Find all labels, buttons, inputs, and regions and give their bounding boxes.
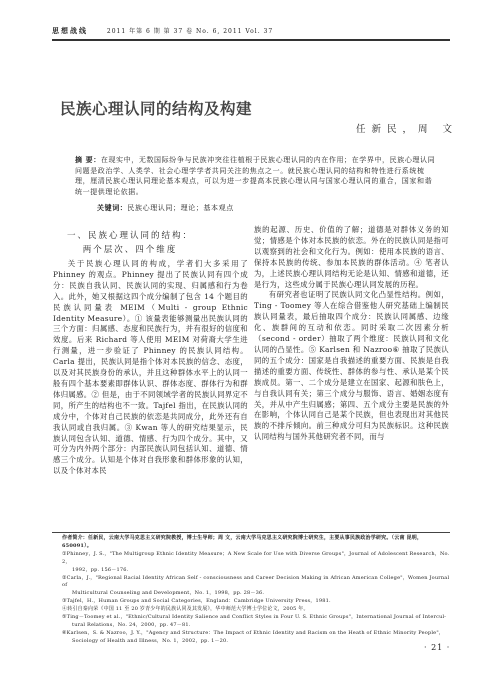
footnotes (62, 535, 450, 646)
footnote-item: ⑤Ting－Toomey et al.，"Ethnic/Cultural Identity Salience and Conflict Styles in Four U. S. Ethnic Groups"，International Journal of Intercul- (62, 614, 447, 621)
header-rule (52, 39, 450, 41)
body-column-right (254, 225, 449, 443)
keywords (97, 203, 437, 213)
footnote-item: ③Tajfel，H.，Human Groups and Social Categories，England：Cambridge University Press，1981. (62, 598, 331, 605)
page-number: · 21 · (424, 643, 451, 652)
body-paragraph: 族的起源、历史、价值的了解；道德是对群体义务的知觉；情感是个体对本民族的依恋。外在的民族认同是指可以观察到的社会和文化行为。例如：使用本民族的语言、保持本民族的传统、参加本民族的群体活动。④ 笔者认为，上述民族心理认同结构无论是认知、情感和道德，还是行为，这些成分属于民族心理认同发展的历程。 (254, 225, 449, 289)
article-authors: 任新民，周 文 (356, 124, 459, 135)
section-heading-line-1: 一、民族心理认同的结构： (66, 231, 193, 241)
footnote-item-continuation: Multicultural Counseling and Development，No. 1，1998，pp. 28－36. (72, 590, 265, 597)
abstract-label: 摘 要： (75, 155, 101, 164)
abstract-text: 在现实中，无数国际纷争与民族冲突往往植根于民族心理认同的内在作用；在学界中，民族心理认同问题是政治学、人类学、社会心理学学者共同关注的焦点之一。就民族心理认同的结构和特性进行系统梳理，厘清民族心理认同理论基本观点，可以为进一步提高本民族心理认同与国家心理认同的重合，国家和谐统一提供理论依据。 (75, 156, 436, 196)
abstract (75, 155, 437, 197)
article-title: 民族心理认同的结构及构建 (60, 99, 253, 118)
section-heading-line-2: 两个层次、四个维度 (82, 245, 178, 255)
body-column-left (53, 259, 248, 477)
author-note: 作者简介：任新民，云南大学马克思主义研究院教授，博士生导师；周 文，云南大学马克思主义研究院博士研究生，主要从事民族政治学研究。（云南 昆明，650091）。 (62, 535, 423, 549)
footnote-item: ①Phinney，J. S.，"The Multigroup Ethnic Identity Measure；A New Scale for Use with Diverse Groups"，Journal of Adolescent Research，No. 2， (62, 550, 450, 565)
footnote-rule (52, 532, 450, 533)
journal-series-name: 思想战线 (52, 26, 88, 35)
running-head (52, 26, 273, 36)
keywords-label: 关键词： (97, 203, 128, 212)
footnote-item: ⑥Karlsen，S. & Nazroo，J. Y.，"Agency and Structure：The Impact of Ethnic Identity and Racism on the Heath of Ethnic Minority People"， (62, 629, 445, 636)
body-paragraph: 关于民族心理认同的构成，学者们大多采用了 Phinney 的观点。Phinney 提出了民族认同有四个成分：民族自我认同、民族认同的实现、归属感和行为卷入。此外，她又根据这四个成分编制了包含 14 个题目的民族认同量表 MEIM（Multi - group Ethnic Identity Measure）。① 该量表能够测量出民族认同的三个方面：归属感、态度和民族行为，并有很好的信度和效度。后来 Richard 等人使用 MEIM 对荷裔大学生进行测量，进一步验证了 Phinney 的民族认同结构。Carla 提出，民族认同是指个体对本民族的信念、态度，以及对其民族身份的承认，并且这种群体水平上的认同一般有四个基本要素即群体认识、群体态度、群体行为和群体归属感。② 但是，由于不同领域学者的民族认同界定不同，所产生的结构也不一致。Tajfel 指出，在民族认同的成分中，个体对自己民族的依恋是共同成分，此外还有自我认同或自我归属。③ Kwan 等人的研究结果显示，民族认同包含认知、道德、情感、行为四个成分。其中，又可分为内外两个部分：内部民族认同包括认知、道德、情感三个成分。认知是个体对自我形象和群体形象的认知，以及个体对本民 (53, 259, 248, 476)
section-heading (50, 229, 210, 257)
journal-issue-info: 2011 年第 6 期 第 37 卷 No. 6, 2011 Vol. 37 (106, 28, 274, 35)
footnote-item-continuation: tural Relations，No. 24，2000，pp. 47－81. (72, 621, 191, 628)
footnote-item-continuation: 1992，pp. 156－176. (72, 566, 129, 573)
footnote-item: ④转引自秦向荣《中国 11 至 20 岁青少年的民族认同及其发展》，华中师范大学博士学位论文，2005 年。 (62, 606, 309, 613)
body-paragraph: 有研究者也证明了民族认同文化凸显性结构。例如，Ting - Toomey 等人在综合借鉴他人研究基础上编制民族认同量表，最后抽取四个成分：民族认同属感、边缘化、族群间的互动和依恋。同时采取二次因素分析（second - order）抽取了两个维度：民族认同和文化认同的凸显性。⑤ Karlsen 和 Nazroo⑥ 抽取了民族认同的五个成分：国家是自我描述的重要方面、民族是自我描述的重要方面、传统性、群体的参与性、承认是某个民族成员。第一、二个成分是建立在国家、起源和肤色上，与自我认同有关；第三个成分与服饰、语言、婚姻态度有关，并从中产生归属感；第四、五个成分主要是民族的外在影响，个体认同自己是某个民族，但也表现出对其他民族的不排斥倾向。前三种成分可归为民族标识。这种民族认同结构与国外其他研究者不同，而与 (254, 290, 449, 442)
footnote-item-continuation: Sociology of Health and Illness，No. 1，2002，pp. 1－20. (72, 637, 229, 644)
keywords-text: 民族心理认同；理论；基本观点 (127, 204, 234, 212)
footnote-item: ②Carla，J.，"Regional Racial Identity African Self - consciousness and Career Decision Making in African American College"，Women Journal of (62, 574, 450, 589)
